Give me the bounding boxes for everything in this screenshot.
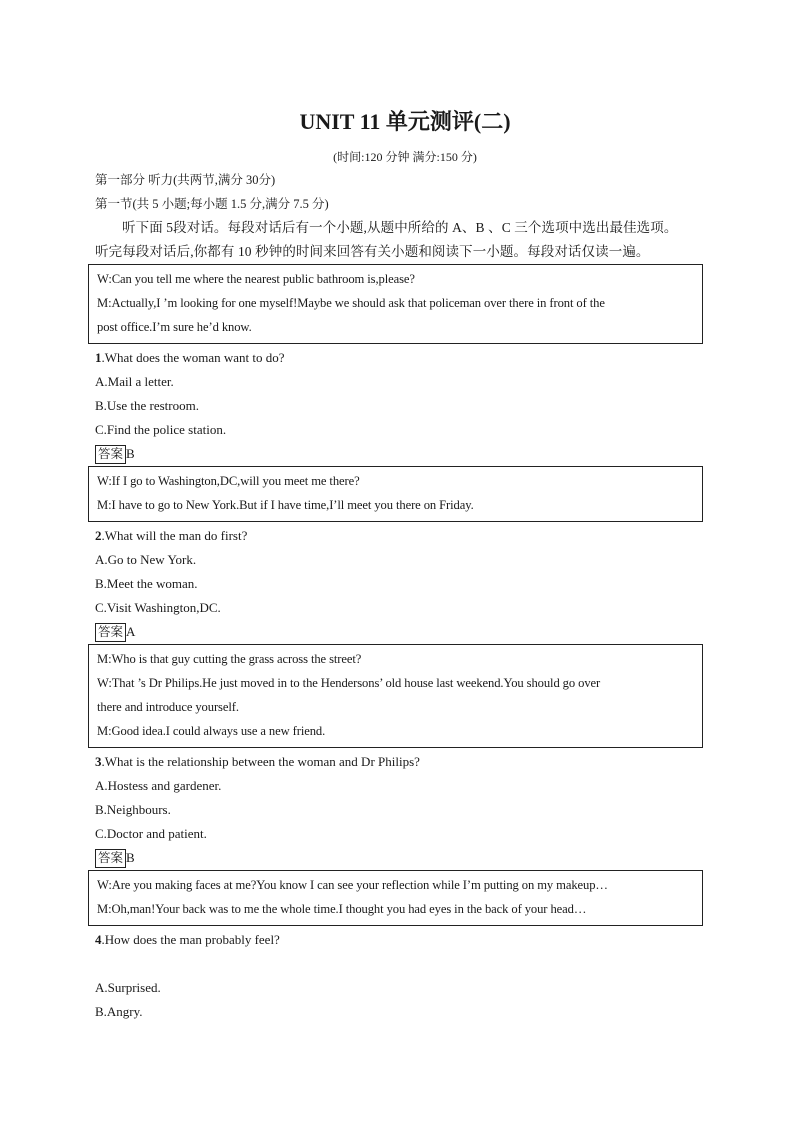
document-page <box>95 106 707 1024</box>
section-heading: 第一节(共 5 小题;每小题 1.5 分,满分 7.5 分) <box>95 197 329 211</box>
option-a: A.Mail a letter. <box>95 374 174 389</box>
part-heading: 第一部分 听力(共两节,满分 30分) <box>95 173 276 187</box>
dialog-box-4 <box>88 870 703 926</box>
question-text: .How does the man probably feel? <box>101 932 280 947</box>
answer-label-box: 答案 <box>95 849 126 868</box>
dialog-box-1 <box>88 264 703 344</box>
option-c: C.Visit Washington,DC. <box>95 600 221 615</box>
exam-time-info: (时间:120 分钟 满分:150 分) <box>333 150 477 164</box>
answer-value: A <box>126 624 136 639</box>
dialog-line: W:If I go to Washington,DC,will you meet me there? <box>97 474 360 488</box>
question-3 <box>95 750 707 774</box>
instructions-line-2: 听完每段对话后,你都有 10 秒钟的时间来回答有关小题和阅读下一小题。每段对话仅读一遍。 <box>95 244 650 259</box>
question-text: .What does the woman want to do? <box>101 350 285 365</box>
dialog-line: M:Oh,man!Your back was to me the whole time.I thought you had eyes in the back of your head… <box>97 902 587 916</box>
option-a: A.Surprised. <box>95 980 161 995</box>
instructions-line-1: 听下面 5段对话。每段对话后有一个小题,从题中所给的 A、B 、C 三个选项中选出最佳选项。 <box>122 220 678 235</box>
option-b: B.Meet the woman. <box>95 576 198 591</box>
option-b: B.Use the restroom. <box>95 398 199 413</box>
dialog-line: there and introduce yourself. <box>97 700 239 714</box>
dialog-line: M:Good idea.I could always use a new friend. <box>97 724 326 738</box>
answer-value: B <box>126 850 135 865</box>
dialog-box-2 <box>88 466 703 522</box>
answer-label-box: 答案 <box>95 445 126 464</box>
answer-row-1 <box>95 442 707 466</box>
dialog-line: W:Can you tell me where the nearest public bathroom is,please? <box>97 272 415 286</box>
dialog-line: W:Are you making faces at me?You know I can see your reflection while I’m putting on my makeup… <box>97 878 608 892</box>
answer-label-box: 答案 <box>95 623 126 642</box>
question-text: .What will the man do first? <box>101 528 248 543</box>
answer-row-3 <box>95 846 707 870</box>
answer-row-2 <box>95 620 707 644</box>
dialog-line: post office.I’m sure he’d know. <box>97 320 252 334</box>
option-a: A.Go to New York. <box>95 552 197 567</box>
question-2 <box>95 524 707 548</box>
page-title: UNIT 11 单元测评(二) <box>299 109 511 134</box>
option-c: C.Find the police station. <box>95 422 227 437</box>
dialog-line: M:Who is that guy cutting the grass across the street? <box>97 652 362 666</box>
question-1 <box>95 346 707 370</box>
question-number: 1 <box>95 350 102 365</box>
dialog-line: M:Actually,I ’m looking for one myself!Maybe we should ask that policeman over there in front of the <box>97 296 605 310</box>
dialog-line: M:I have to go to New York.But if I have time,I’ll meet you there on Friday. <box>97 498 474 512</box>
dialog-box-3 <box>88 644 703 748</box>
option-b: B.Angry. <box>95 1004 143 1019</box>
question-text: .What is the relationship between the woman and Dr Philips? <box>101 754 420 769</box>
question-number: 2 <box>95 528 102 543</box>
option-a: A.Hostess and gardener. <box>95 778 222 793</box>
question-number: 4 <box>95 932 102 947</box>
blank-spacer <box>95 952 707 976</box>
answer-value: B <box>126 446 135 461</box>
question-4 <box>95 928 707 952</box>
option-c: C.Doctor and patient. <box>95 826 207 841</box>
option-b: B.Neighbours. <box>95 802 171 817</box>
question-number: 3 <box>95 754 102 769</box>
dialog-line: W:That ’s Dr Philips.He just moved in to the Hendersons’ old house last weekend.You should go over <box>97 676 601 690</box>
